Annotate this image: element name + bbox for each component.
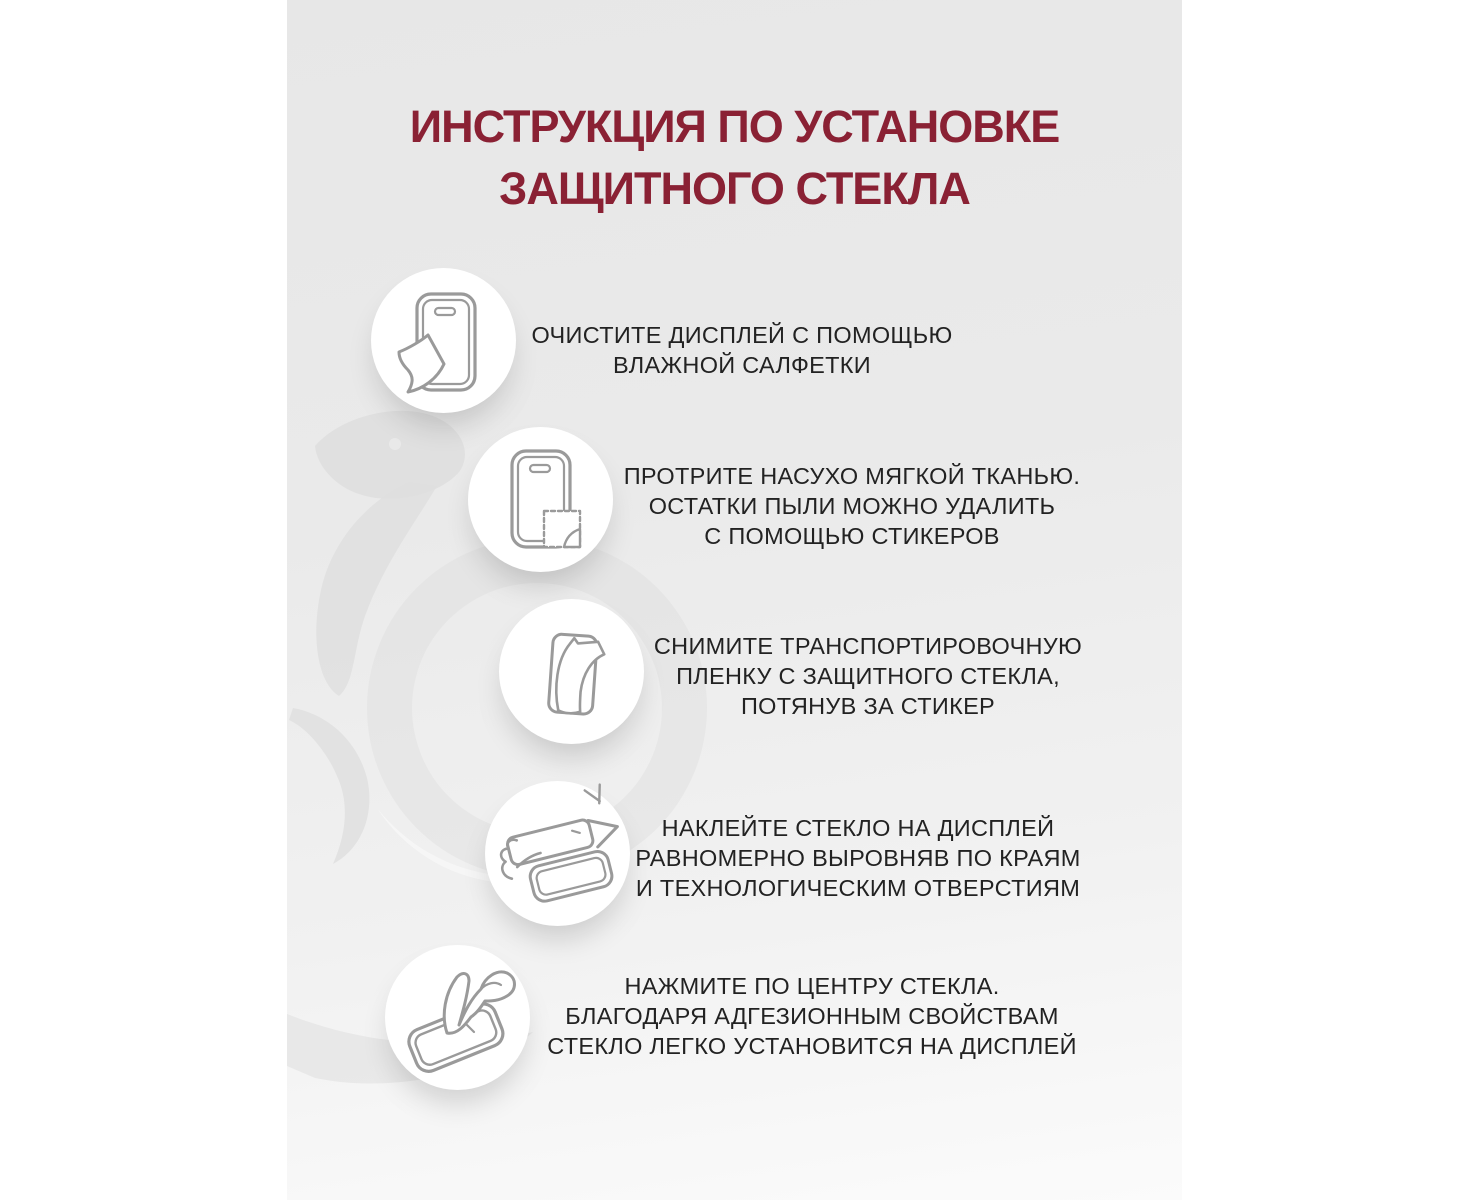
step-5-line-3: СТЕКЛО ЛЕГКО УСТАНОВИТСЯ НА ДИСПЛЕЙ [547, 1033, 1077, 1059]
step-2-text [592, 461, 1112, 551]
instruction-poster [287, 0, 1182, 1200]
page-title [287, 96, 1182, 220]
step-2-line-2: ОСТАТКИ ПЫЛИ МОЖНО УДАЛИТЬ [648, 493, 1056, 519]
step-3-line-2: ПЛЕНКУ С ЗАЩИТНОГО СТЕКЛА, [676, 663, 1060, 689]
step-3-line-1: СНИМИТЕ ТРАНСПОРТИРОВОЧНУЮ [653, 633, 1083, 659]
step-1-line-2: ВЛАЖНОЙ САЛФЕТКИ [613, 352, 871, 378]
title-line-1: ИНСТРУКЦИЯ ПО УСТАНОВКЕ [409, 101, 1060, 152]
step-5-text [502, 971, 1122, 1061]
title-line-2: ЗАЩИТНОГО СТЕКЛА [499, 163, 970, 214]
step-2-line-3: С ПОМОЩЬЮ СТИКЕРОВ [704, 523, 1000, 549]
step-4-line-3: И ТЕХНОЛОГИЧЕСКИМ ОТВЕРСТИЯМ [635, 875, 1081, 901]
step-4-text [578, 813, 1138, 903]
step-4-line-2: РАВНОМЕРНО ВЫРОВНЯВ ПО КРАЯМ [635, 845, 1081, 871]
step-2-line-1: ПРОТРИТЕ НАСУХО МЯГКОЙ ТКАНЬЮ. [623, 463, 1081, 489]
step-1-line-1: ОЧИСТИТЕ ДИСПЛЕЙ С ПОМОЩЬЮ [531, 322, 953, 348]
step-1-text [482, 320, 1002, 380]
step-4-line-1: НАКЛЕЙТЕ СТЕКЛО НА ДИСПЛЕЙ [661, 815, 1055, 841]
step-3-text [608, 631, 1128, 721]
step-5-line-2: БЛАГОДАРЯ АДГЕЗИОННЫМ СВОЙСТВАМ [565, 1003, 1059, 1029]
step-3-line-3: ПОТЯНУВ ЗА СТИКЕР [740, 693, 996, 719]
step-5-line-1: НАЖМИТЕ ПО ЦЕНТРУ СТЕКЛА. [624, 973, 1000, 999]
